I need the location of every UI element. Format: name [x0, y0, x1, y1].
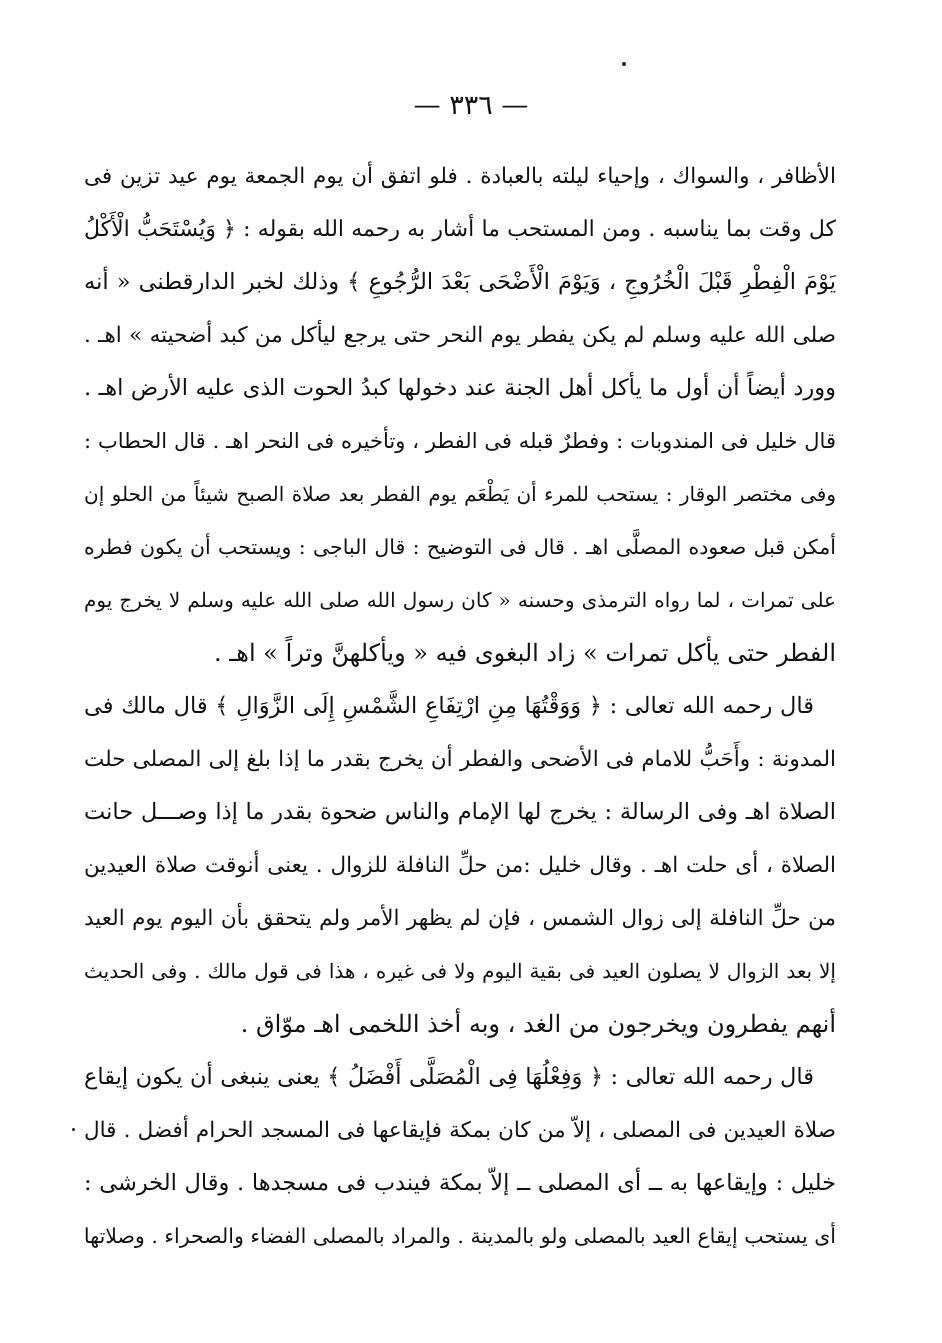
- text-line: من حلِّ النافلة إلى زوال الشمس ، فإن لم يظهر الأمر ولم يتحقق بأن اليوم يوم العيد: [84, 906, 836, 931]
- ink-speck: [72, 1128, 75, 1131]
- page-body: [84, 150, 836, 1263]
- text-line: صلاة العيدين فى المصلى ، إلاّ من كان بمكة فإيقاعها فى المسجد الحرام أفضل . قال: [84, 1118, 836, 1143]
- text-line-paragraph-end: الفطر حتى يأكل تمرات » زاد البغوى فيه « ويأكلهنَّ وتراً » اهـ .: [214, 639, 836, 667]
- text-line-paragraph-start: قال رحمه الله تعالى : ﴿ وَوَقْتُهَا مِنِ ارْتِفَاعِ الشَّمْسِ إِلَى الزَّوَالِ ﴾ قال مالك فى: [84, 693, 814, 719]
- ink-speck: [622, 62, 626, 66]
- text-line: على تمرات ، لما رواه الترمذى وحسنه « كان رسول الله صلى الله عليه وسلم لا يخرج يوم: [84, 588, 836, 612]
- text-line: الأظافر ، والسواك ، وإحياء ليلته بالعبادة . فلو اتفق أن يوم الجمعة يوم عيد تزين فى: [84, 164, 836, 189]
- text-line: الصلاة ، أى حلت اهـ . وقال خليل :من حلِّ النافلة للزوال . يعنى أنوقت صلاة العيدين: [84, 853, 836, 878]
- text-line: أمكن قبل صعوده المصلَّى اهـ . قال فى التوضيح : قال الباجى : ويستحب أن يكون فطره: [84, 535, 836, 559]
- text-line: كل وقت بما يناسبه . ومن المستحب ما أشار به رحمه الله بقوله : ﴿ وَيُسْتَحَبُّ الْأَكْلُ: [84, 217, 836, 242]
- text-line: أى يستحب إيقاع العيد بالمصلى ولو بالمدينة . والمراد بالمصلى الفضاء والصحراء . وصلاتها: [84, 1224, 836, 1248]
- text-line: خليل : وإيقاعها به ــ أى المصلى ــ إلاّ بمكة فيندب فى مسجدها . وقال الخرشى :: [84, 1170, 836, 1196]
- text-line-paragraph-start: قال رحمه الله تعالى : ﴿ وَفِعْلُهَا فِى الْمُصَلَّى أَفْضَلُ ﴾ يعنى ينبغى أن يكون إيقاع: [84, 1064, 814, 1090]
- text-line: يَوْمَ الْفِطْرِ قَبْلَ الْخُرُوجِ ، وَيَوْمَ الْأَضْحَى بَعْدَ الرُّجُوعِ ﴾ وذلك لخبر الدارقطنى « أنه: [84, 269, 836, 295]
- text-line: إلا بعد الزوال لا يصلون العيد فى بقية اليوم ولا فى غيره ، هذا فى قول مالك . وفى الحديث: [84, 959, 836, 983]
- text-line: وفى مختصر الوقار : يستحب للمرء أن يَطْعَم يوم الفطر بعد صلاة الصبح شيئاً من الحلو إن: [84, 482, 836, 506]
- text-line: وورد أيضاً أن أول ما يأكل أهل الجنة عند دخولها كبدُ الحوت الذى عليه الأرض اهـ .: [84, 375, 836, 401]
- text-line: قال خليل فى المندوبات : وفطرٌ قبله فى الفطر ، وتأخيره فى النحر اهـ . قال الحطاب :: [84, 429, 836, 453]
- text-line-paragraph-end: أنهم يفطرون ويخرجون من الغد ، وبه أخذ اللخمى اهـ موّاق .: [240, 1010, 836, 1038]
- page-number: — ٣٣٦ —: [413, 90, 529, 121]
- text-line: صلى الله عليه وسلم لم يكن يفطر يوم النحر حتى يرجع ليأكل من كبد أضحيته » اهـ .: [84, 323, 836, 348]
- text-line: الصلاة اهـ وفى الرسالة : يخرج لها الإمام والناس ضحوة بقدر ما إذا وصـــل حانت: [84, 799, 836, 825]
- text-line: المدونة : وأَحَبُّ للامام فى الأضحى والفطر أن يخرج بقدر ما إذا بلغ إلى المصلى حلت: [84, 747, 836, 772]
